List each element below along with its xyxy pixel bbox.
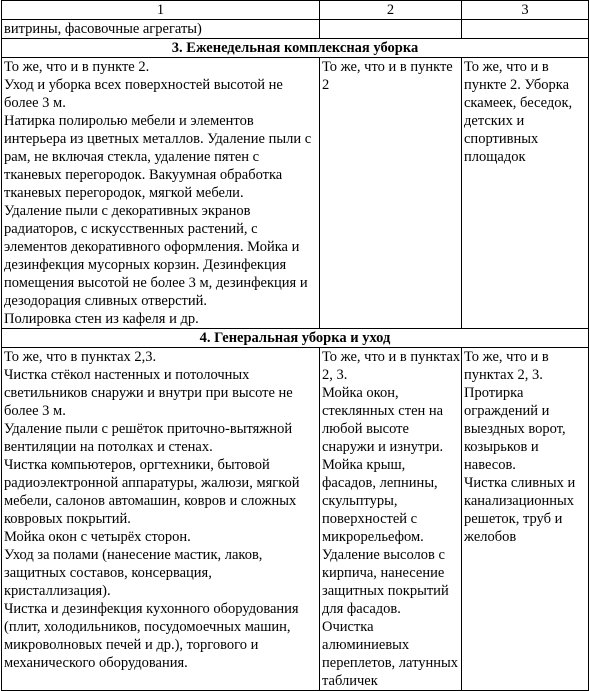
- paragraph: Мойка крыш, фасадов, лепнины, скульптуры, поверхностей с микрорельефом.: [322, 457, 438, 545]
- continuation-col-2: [320, 20, 462, 39]
- paragraph: То же, что в пунктах 2,3.: [4, 349, 157, 365]
- paragraph: Удаление пыли с декоративных экранов радиаторов, с искусственных растений, с элементов декоративного оформления. Мойка и дезинфекция мусорных корзин. Дезинфекция помещения высотой не более 3 м, дезинфекция и дезодорация сливных отверстий.: [4, 203, 308, 309]
- paragraph: То же, что и в пункте 2: [322, 59, 453, 93]
- paragraph: Чистка сливных и канализационных решеток, труб и желобов: [464, 475, 576, 545]
- weekly-col-3: [462, 58, 589, 329]
- paragraph: Удаление высолов с кирпича, нанесение защитных покрытий для фасадов.: [322, 547, 449, 617]
- section-title-weekly: 3. Еженедельная комплексная уборка: [2, 39, 589, 58]
- cleaning-schedule-table: [1, 0, 589, 691]
- section-title-general: 4. Генеральная уборка и уход: [2, 329, 589, 348]
- continuation-col-3: [462, 20, 589, 39]
- paragraph: Чистка и дезинфекция кухонного оборудования (плит, холодильников, посудомоечных машин, микроволновых печей и др.), торгового и механического оборудования.: [4, 601, 299, 671]
- paragraph: Протирка ограждений и выездных ворот, козырьков и навесов.: [464, 385, 566, 473]
- paragraph: Уход и уборка всех поверхностей высотой не более 3 м.: [4, 77, 283, 111]
- general-col-3: [462, 348, 589, 691]
- paragraph: Чистка компьютеров, оргтехники, бытовой радиоэлектронной аппаратуры, жалюзи, мягкой мебели, салонов автомашин, ковров и сложных ковровых покрытий.: [4, 457, 300, 527]
- header-row: [2, 1, 589, 20]
- paragraph: Уход за полами (нанесение мастик, лаков, защитных составов, консервация, кристаллизация).: [4, 547, 263, 599]
- weekly-col-2: [320, 58, 462, 329]
- paragraph: То же, что и в пункте 2.: [4, 59, 150, 75]
- paragraph: Натирка полиролью мебели и элементов интерьера из цветных металлов. Удаление пыли с рам, не включая стекла, удаление пятен с тканевых перегородок. Вакуумная обработка тканевых перегородок, мягкой мебели.: [4, 113, 312, 201]
- table-row-general: [2, 348, 589, 691]
- section-title-row-4: [2, 329, 589, 348]
- paragraph: Чистка стёкол настенных и потолочных светильников снаружи и внутри при высоте не более 3 м.: [4, 367, 293, 419]
- general-col-1: [2, 348, 320, 691]
- paragraph: Мойка окон с четырёх сторон.: [4, 529, 191, 545]
- section-title-row-3: [2, 39, 589, 58]
- header-col-2: 2: [320, 1, 462, 20]
- header-col-1: 1: [2, 1, 320, 20]
- paragraph: Очистка алюминиевых переплетов, латунных табличек: [322, 619, 459, 689]
- table-row-continuation: [2, 20, 589, 39]
- paragraph: Мойка окон, стеклянных стен на любой высоте снаружи и изнутри.: [322, 385, 444, 455]
- paragraph: То же, что и в пунктах 2, 3.: [464, 349, 549, 383]
- paragraph: То же, что и в пунктах 2, 3.: [322, 349, 461, 383]
- paragraph: Полировка стен из кафеля и др.: [4, 311, 199, 327]
- continuation-col-1: [2, 20, 320, 39]
- general-col-2: [320, 348, 462, 691]
- table-row-weekly: [2, 58, 589, 329]
- header-col-3: 3: [462, 1, 589, 20]
- paragraph: То же, что и в пункте 2. Уборка скамеек, беседок, детских и спортивных площадок: [464, 59, 573, 165]
- paragraph: витрины, фасовочные агрегаты): [4, 21, 202, 37]
- weekly-col-1: [2, 58, 320, 329]
- paragraph: Удаление пыли с решёток приточно-вытяжной вентиляции на потолках и стенах.: [4, 421, 293, 455]
